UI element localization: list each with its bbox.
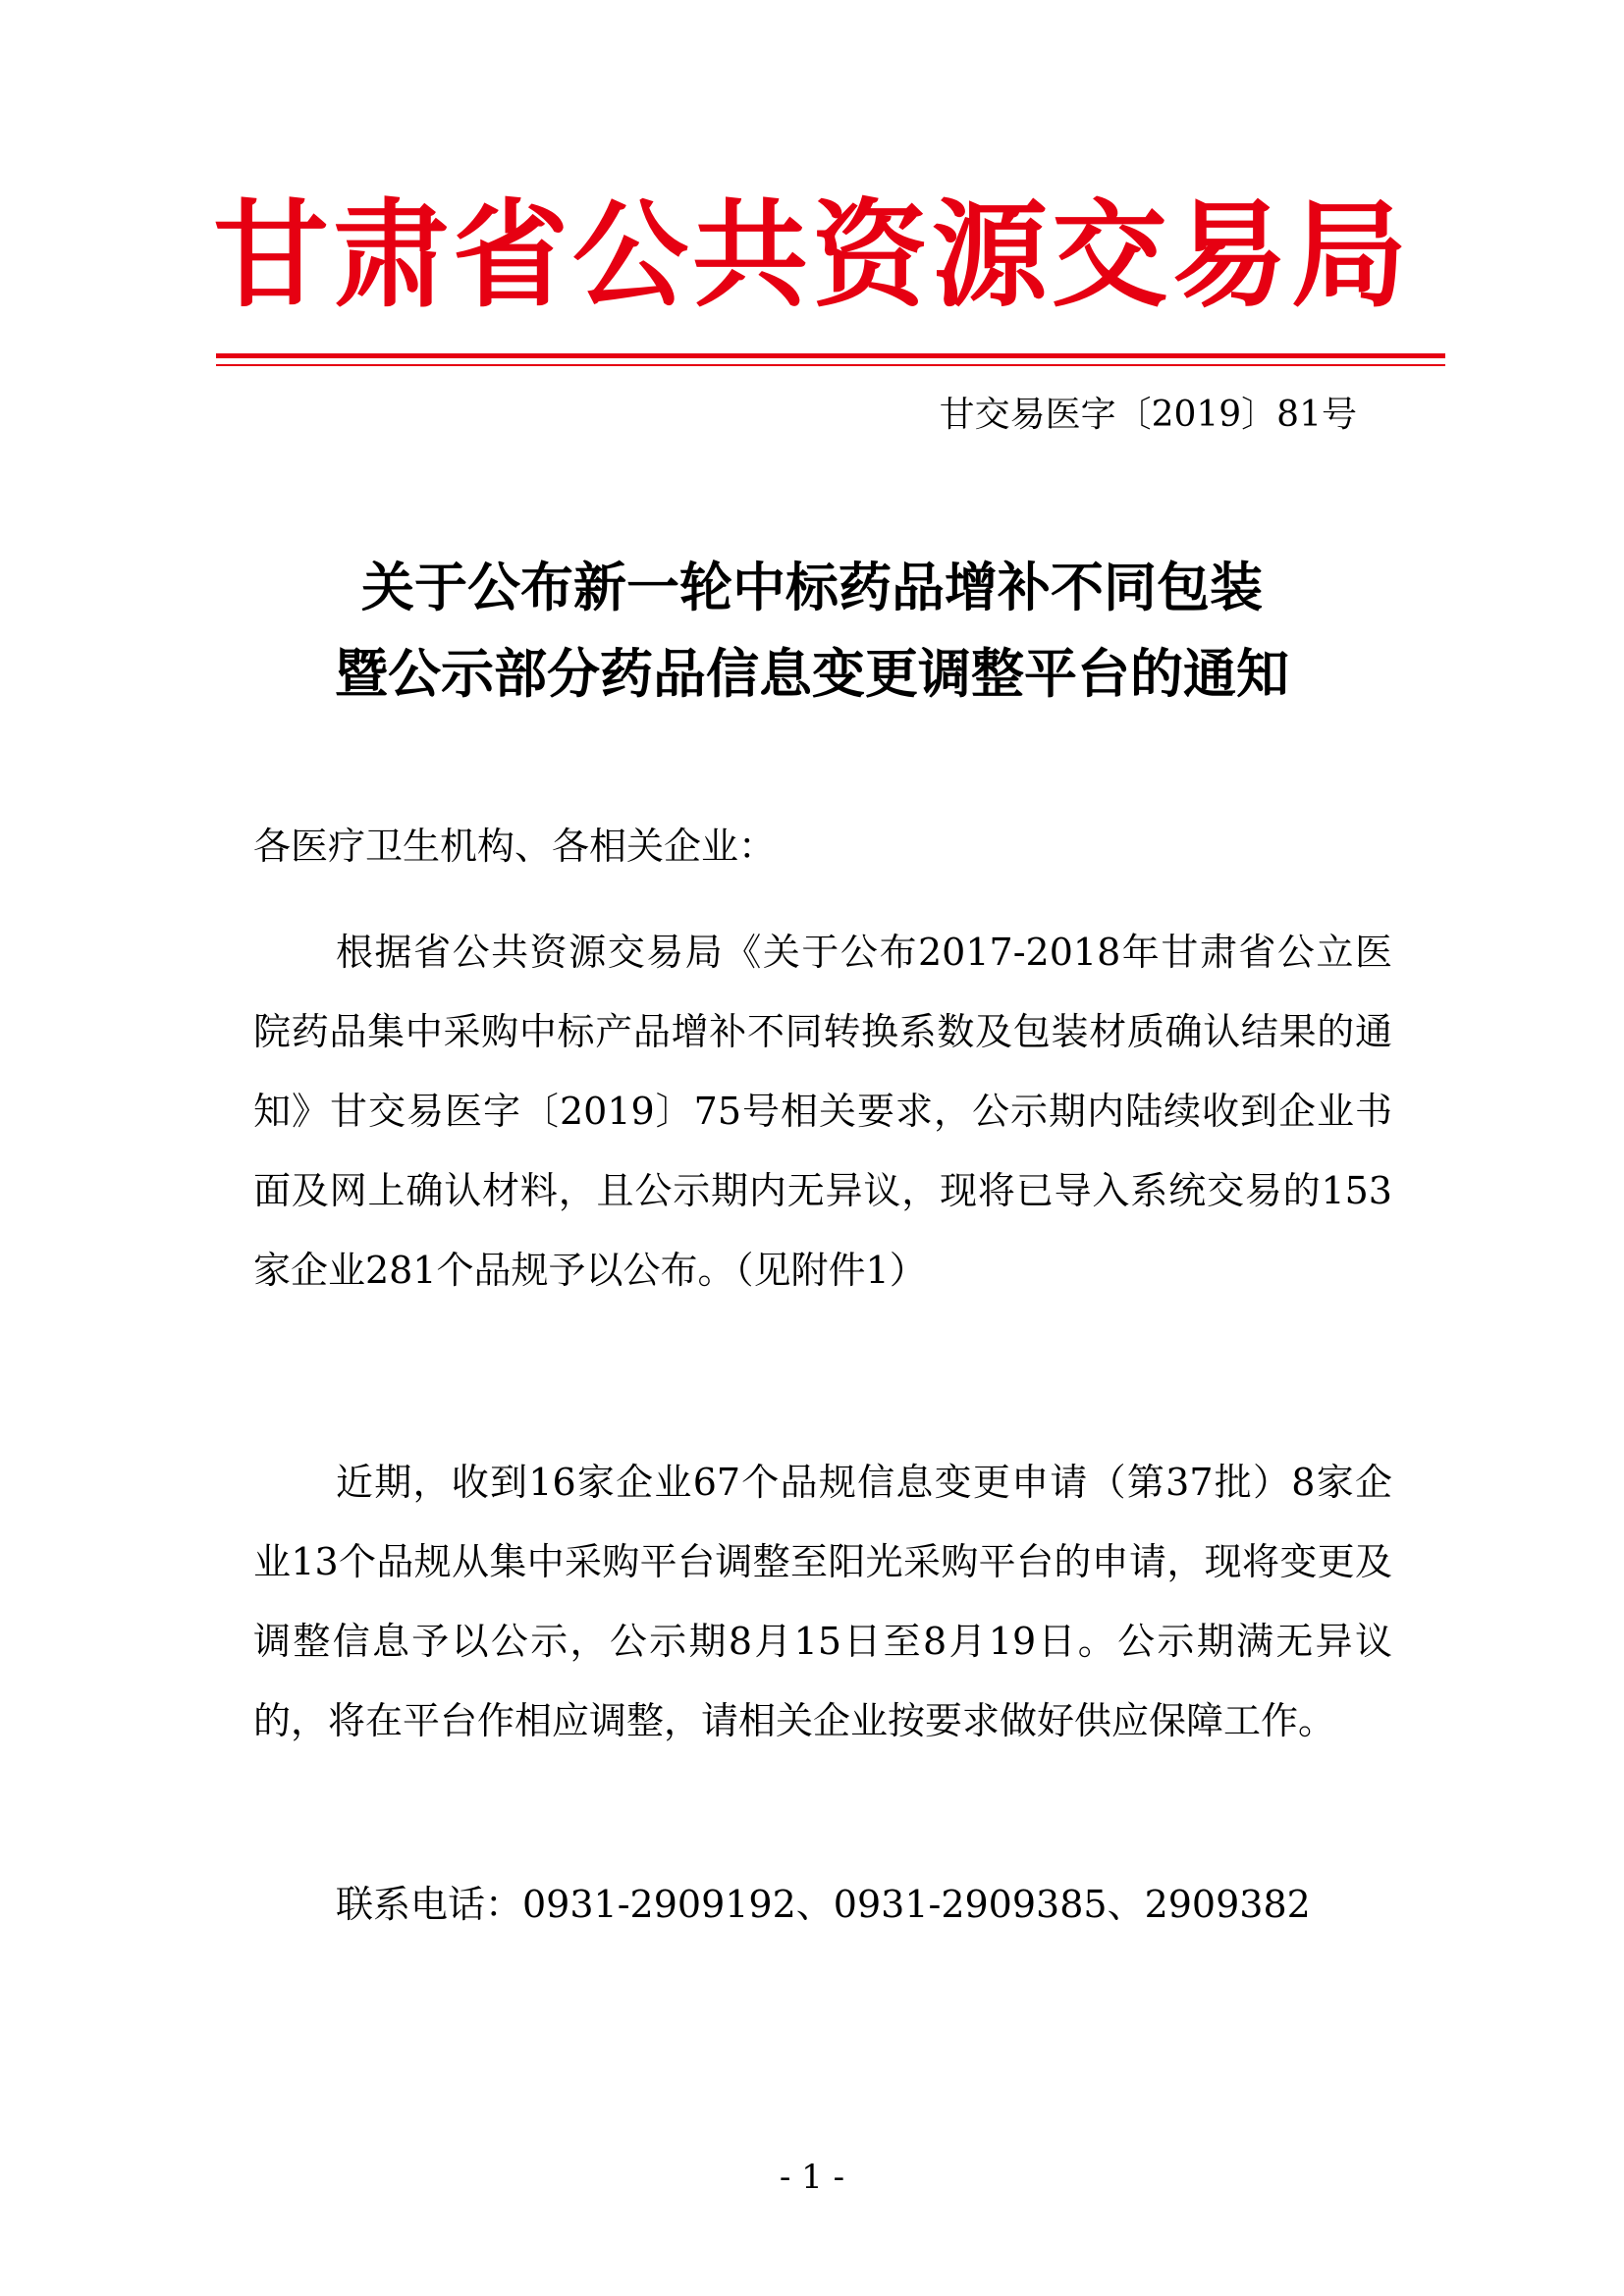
document-title-line-1: 关于公布新一轮中标药品增补不同包装	[361, 557, 1263, 618]
body-paragraph-1: 根据省公共资源交易局《关于公布2017-2018年甘肃省公立医院药品集中采购中标产品增补不同转换系数及包装材质确认结果的通知》甘交易医字〔2019〕75号相关要求，公示期内陆续收到企业书面及网上确认材料，且公示期内无异议，现将已导入系统交易的153家企业281个品规予以公布。（见附件1）	[253, 931, 1392, 1292]
page-number: - 1 -	[779, 2158, 845, 2197]
document-number: 甘交易医字〔2019〕81号	[939, 395, 1357, 435]
issuer-header: 甘肃省公共资源交易局	[212, 187, 1411, 323]
document-title	[177, 545, 1447, 718]
red-divider-thick	[216, 353, 1445, 358]
contact-phone: 联系电话：0931-2909192、0931-2909385、2909382	[336, 1883, 1311, 1926]
salutation: 各医疗卫生机构、各相关企业：	[253, 825, 777, 868]
body-paragraph-2: 近期，收到16家企业67个品规信息变更申请（第37批）8家企业13个品规从集中采购平台调整至阳光采购平台的申请，现将变更及调整信息予以公示，公示期8月15日至8月19日。公示期满无异议的，将在平台作相应调整，请相关企业按要求做好供应保障工作。	[253, 1461, 1392, 1742]
red-divider-thin	[216, 364, 1445, 366]
document-title-line-2: 暨公示部分药品信息变更调整平台的通知	[335, 643, 1289, 705]
